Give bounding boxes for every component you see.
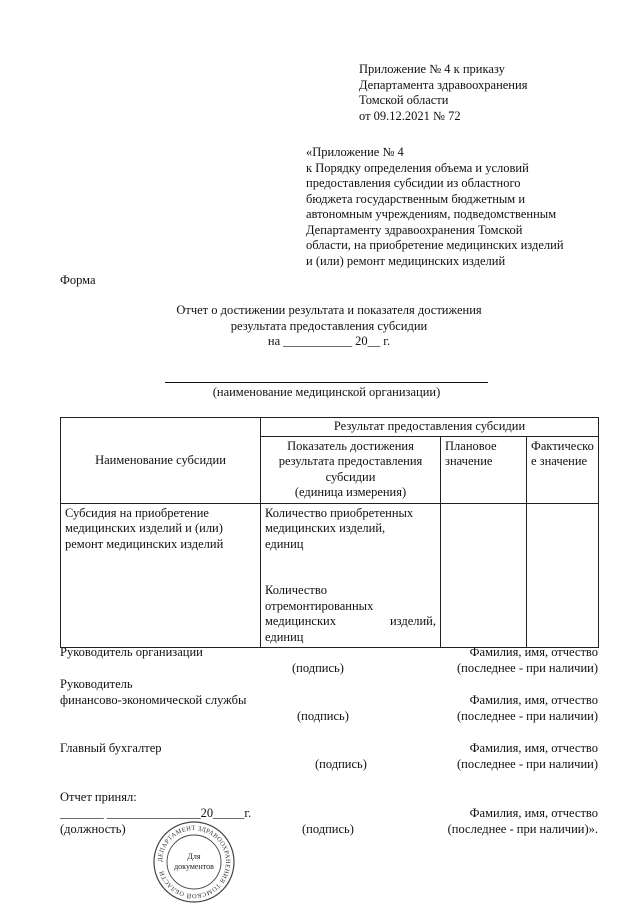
finance-label-line1: Руководитель <box>60 677 133 691</box>
header-planned-line: значение <box>445 454 493 468</box>
organization-name-line <box>165 382 488 383</box>
header-subsidy-name <box>61 418 261 504</box>
organization-caption: (наименование медицинской организации) <box>212 385 441 399</box>
cell-indicator-word: изделий, <box>389 614 436 628</box>
finance-signature-label: (подпись) <box>297 709 349 723</box>
stamp-ring-text-path: ДЕПАРТАМЕНТ ЗДРАВООХРАНЕНИЯ ТОМСКОЙ ОБЛАСТИ <box>156 824 232 900</box>
cell-subsidy-line: Субсидия на приобретение <box>65 505 209 520</box>
appendix-quote-line: Департаменту здравоохранения Томской <box>306 222 523 237</box>
cell-actual <box>527 503 599 648</box>
appendix-quote-line: и (или) ремонт медицинских изделий <box>306 253 506 268</box>
table-row <box>61 503 599 648</box>
cell-indicator-word: медицинских <box>265 614 336 628</box>
header-result-group-text: Результат предоставления субсидии <box>333 419 526 433</box>
appendix-quote-line: предоставления субсидии из областного <box>306 176 521 190</box>
cell-indicator-line: Количество приобретенных <box>265 505 414 520</box>
appendix-quote-line: области, на приобретение медицинских изделий <box>306 238 564 252</box>
appendix-quote-line: «Приложение № 4 <box>306 145 404 159</box>
header-indicator-line: (единица измерения) <box>294 485 407 499</box>
chief-accountant-label: Главный бухгалтер <box>60 741 162 755</box>
accepted-line: _______ _______________20_____г. <box>60 806 252 820</box>
header-indicator <box>261 436 441 503</box>
cell-subsidy-line: медицинских изделий и (или) <box>65 521 223 535</box>
report-title-line: Отчет о достижении результата и показателя достижения <box>176 303 482 317</box>
finance-fio-label: Фамилия, имя, отчество <box>469 693 598 707</box>
appendix-header <box>359 62 527 124</box>
accepted-fio-label: Фамилия, имя, отчество <box>469 806 598 820</box>
cell-indicator-line: Количество <box>265 583 327 597</box>
chief-fio-label: Фамилия, имя, отчество <box>469 741 598 755</box>
finance-label-line2: финансово-экономической службы <box>60 693 247 707</box>
header-indicator-line: Показатель достижения <box>287 438 414 453</box>
appendix-header-line: Томской области <box>359 93 449 107</box>
stamp-center-line1: Для <box>187 852 201 861</box>
cell-indicator <box>261 503 441 648</box>
appendix-quote-line: автономным учреждениям, подведомственным <box>306 207 557 221</box>
form-label: Форма <box>60 273 96 287</box>
cell-subsidy <box>61 503 261 648</box>
cell-planned <box>441 503 527 648</box>
appendix-quote-line: к Порядку определения объема и условий <box>306 160 529 175</box>
header-actual <box>527 436 599 503</box>
table-header-row <box>61 418 599 437</box>
chief-signature-label: (подпись) <box>315 757 367 771</box>
report-title-line: на ___________ 20__ г. <box>267 334 391 348</box>
header-planned <box>441 436 527 503</box>
accepted-fio-note: (последнее - при наличии)». <box>447 822 598 836</box>
header-actual-line: е значение <box>531 454 588 468</box>
head-fio-label: Фамилия, имя, отчество <box>469 645 598 659</box>
head-label: Руководитель организации <box>60 645 203 659</box>
chief-fio-note: (последнее - при наличии) <box>457 757 598 771</box>
cell-subsidy-line: ремонт медицинских изделий <box>65 536 224 551</box>
appendix-header-line: Департамента здравоохранения <box>359 77 528 92</box>
header-indicator-line: результата предоставления <box>278 454 423 468</box>
header-actual-line: Фактическо <box>531 438 594 453</box>
header-result-group <box>261 418 599 437</box>
header-planned-line: Плановое <box>445 438 497 453</box>
cell-indicator-justified-line <box>265 614 436 630</box>
stamp-center-line2: документов <box>174 862 214 871</box>
header-subsidy-name-text: Наименование субсидии <box>95 452 226 467</box>
appendix-quote <box>306 145 564 269</box>
head-signature-label: (подпись) <box>292 661 344 675</box>
accepted-signature-label: (подпись) <box>302 822 354 836</box>
accepted-label: Отчет принял: <box>60 790 137 804</box>
appendix-quote-line: бюджета государственным бюджетным и <box>306 191 526 206</box>
position-label: (должность) <box>60 822 126 836</box>
appendix-header-line: Приложение № 4 к приказу <box>359 62 505 76</box>
cell-indicator-line: медицинских изделий, <box>265 521 386 535</box>
cell-indicator-line: единиц <box>265 536 304 551</box>
cell-indicator-line: единиц <box>265 629 304 644</box>
report-title <box>60 303 598 350</box>
report-title-line: результата предоставления субсидии <box>230 318 428 333</box>
appendix-header-line: от 09.12.2021 № 72 <box>359 108 461 123</box>
header-indicator-line: субсидии <box>325 469 376 484</box>
cell-indicator-line: отремонтированных <box>265 598 374 613</box>
results-table <box>60 417 599 648</box>
department-stamp <box>152 820 236 904</box>
head-fio-note: (последнее - при наличии) <box>457 661 598 675</box>
finance-fio-note: (последнее - при наличии) <box>457 709 598 723</box>
